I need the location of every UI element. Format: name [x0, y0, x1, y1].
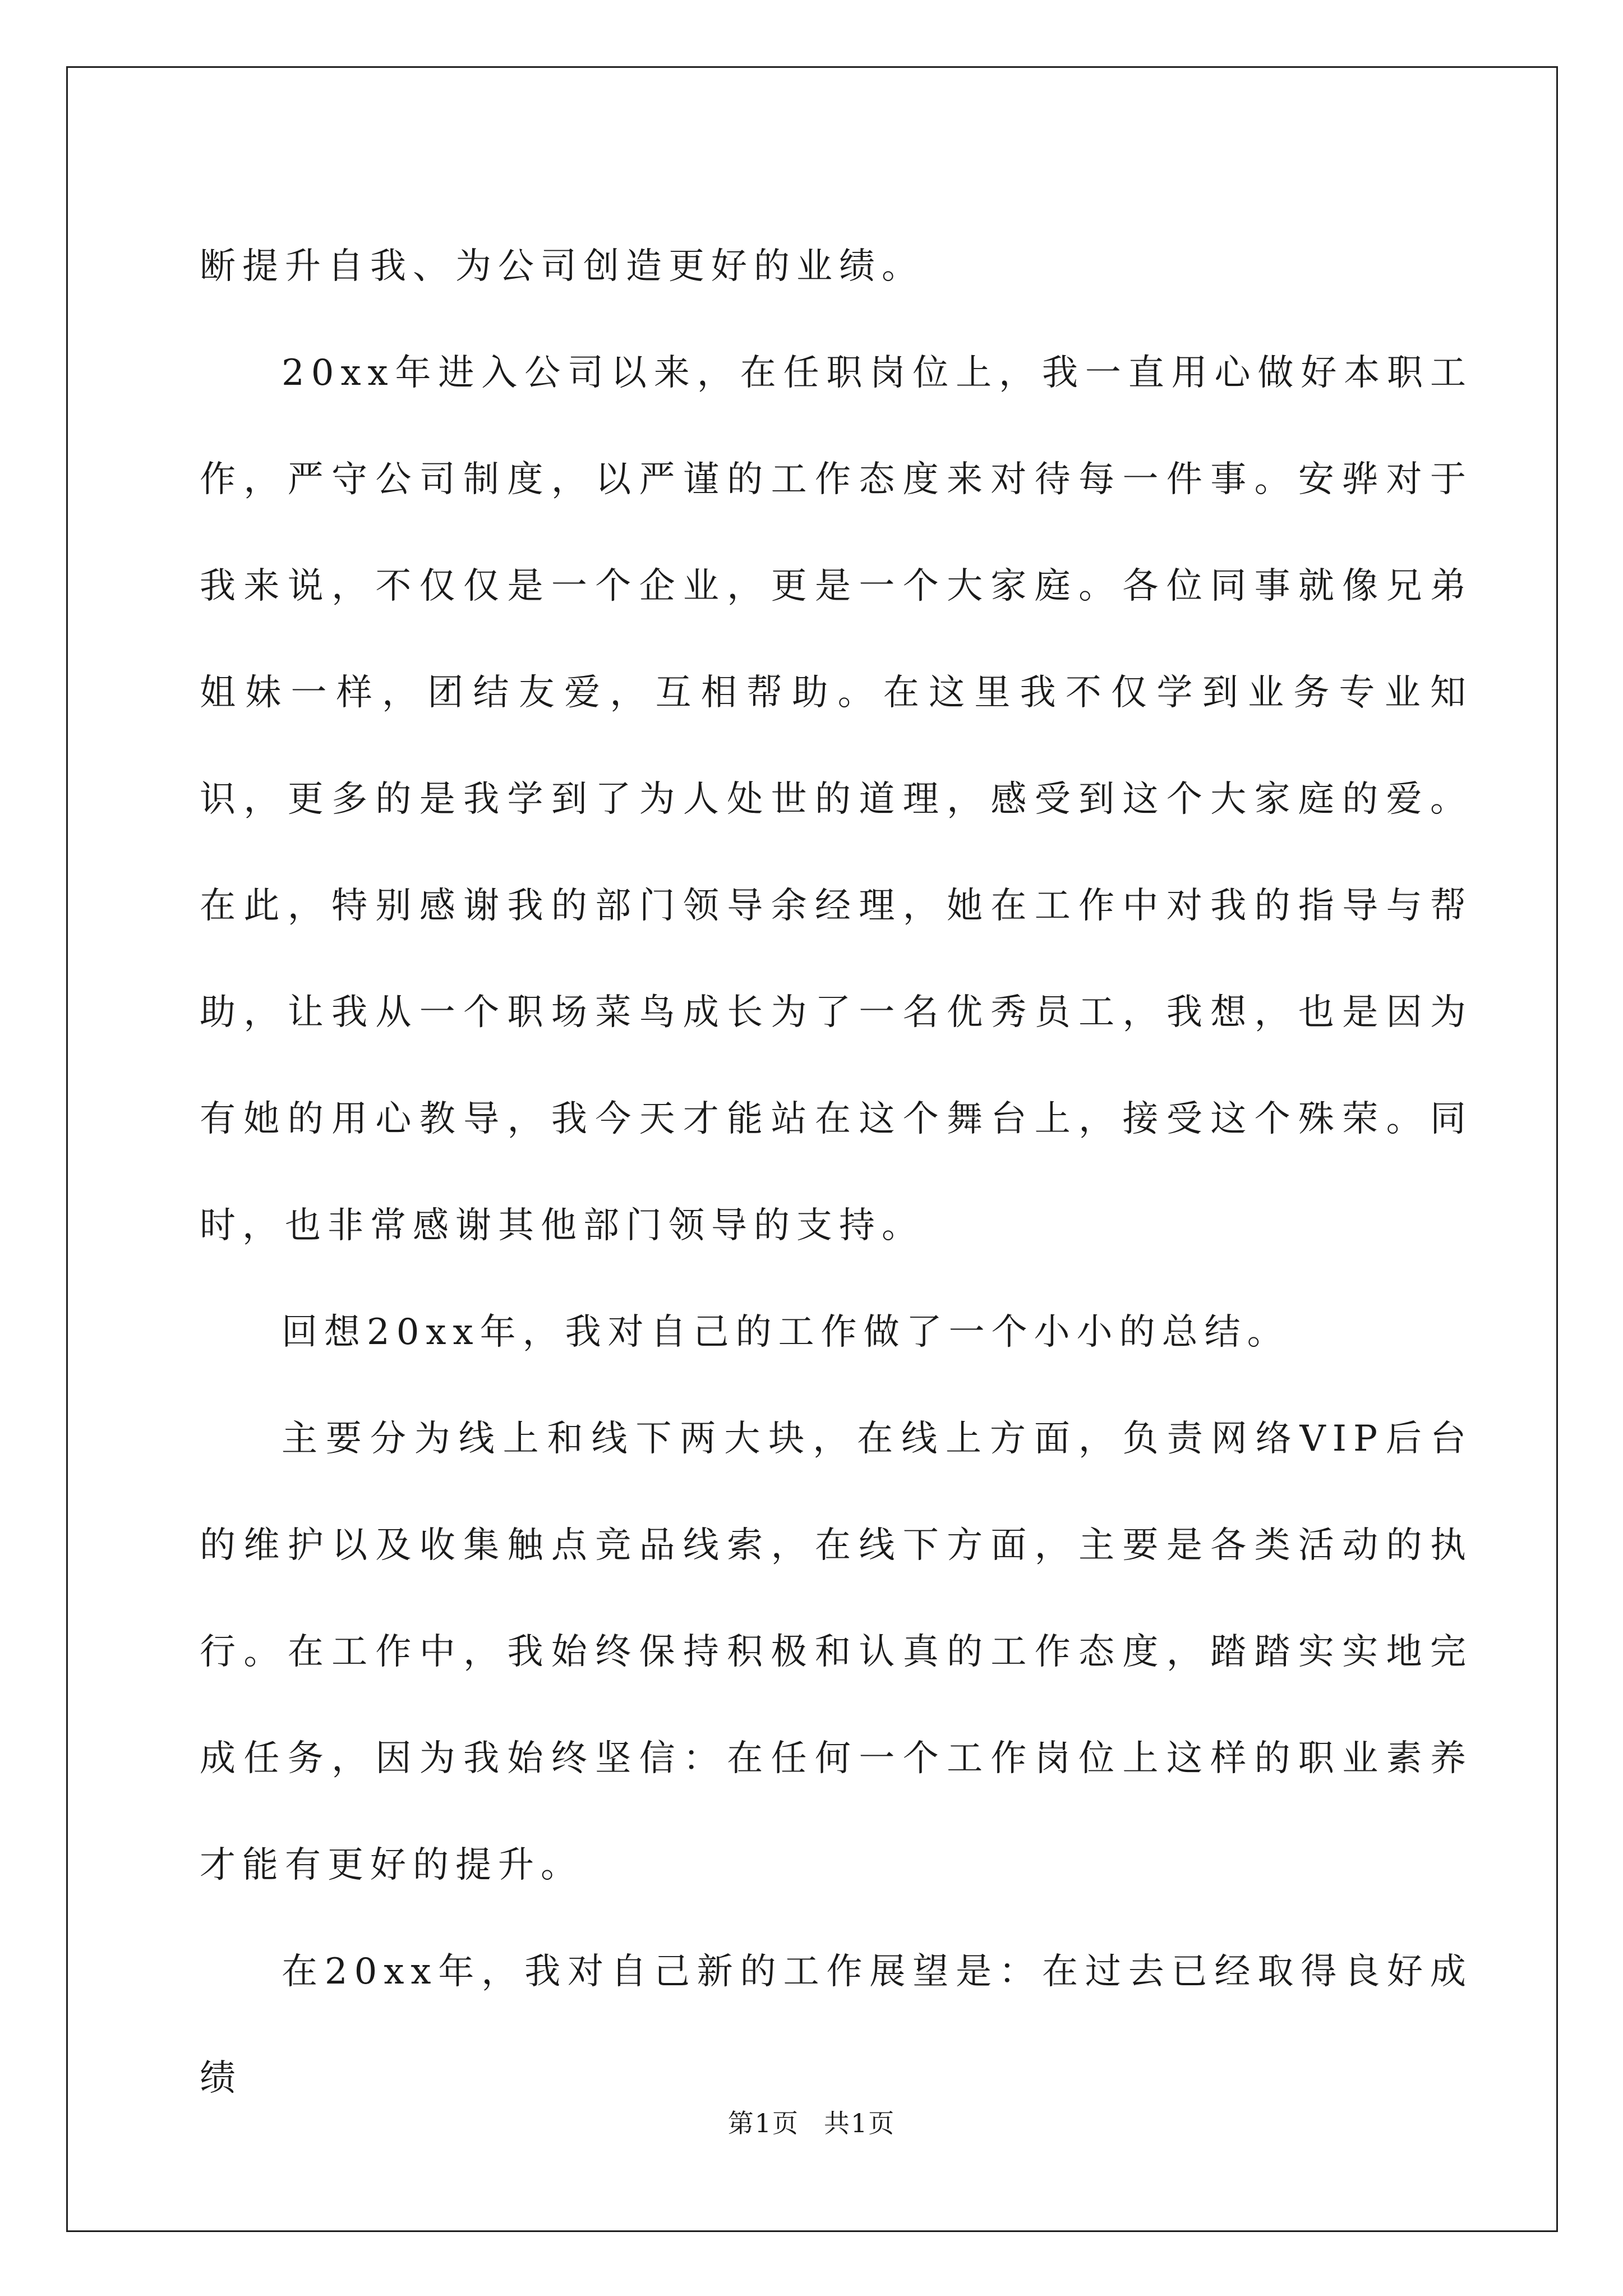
- page-footer: [0, 2106, 1623, 2140]
- document-body: [200, 213, 1473, 2132]
- paragraph: 断提升自我、为公司创造更好的业绩。: [200, 246, 924, 287]
- paragraph: 20xx年进入公司以来，在任职岗位上，我一直用心做好本职工作，严守公司制度，以严谨的工作态度来对待每一件事。安骅对于我来说，不仅仅是一个企业，更是一个大家庭。各位同事就像兄弟姐妹一样，团结友爱，互相帮助。在这里我不仅学到业务专业知识，更多的是我学到了为人处世的道理，感受到这个大家庭的爱。在此，特别感谢我的部门领导余经理，她在工作中对我的指导与帮助，让我从一个职场菜鸟成长为了一名优秀员工，我想，也是因为有她的用心教导，我今天才能站在这个舞台上，接受这个殊荣。同时，也非常感谢其他部门领导的支持。: [200, 352, 1473, 1246]
- paragraph: 在20xx年，我对自己新的工作展望是：在过去已经取得良好成绩: [200, 1951, 1473, 2099]
- page-number: 第1页: [727, 2108, 799, 2138]
- page-total: 共1页: [824, 2108, 896, 2138]
- paragraph: 主要分为线上和线下两大块，在线上方面，负责网络VIP后台的维护以及收集触点竞品线索，在线下方面，主要是各类活动的执行。在工作中，我始终保持积极和认真的工作态度，踏踏实实地完成任务，因为我始终坚信：在任何一个工作岗位上这样的职业素养才能有更好的提升。: [200, 1418, 1473, 1886]
- paragraph: 回想20xx年，我对自己的工作做了一个小小的总结。: [282, 1312, 1290, 1353]
